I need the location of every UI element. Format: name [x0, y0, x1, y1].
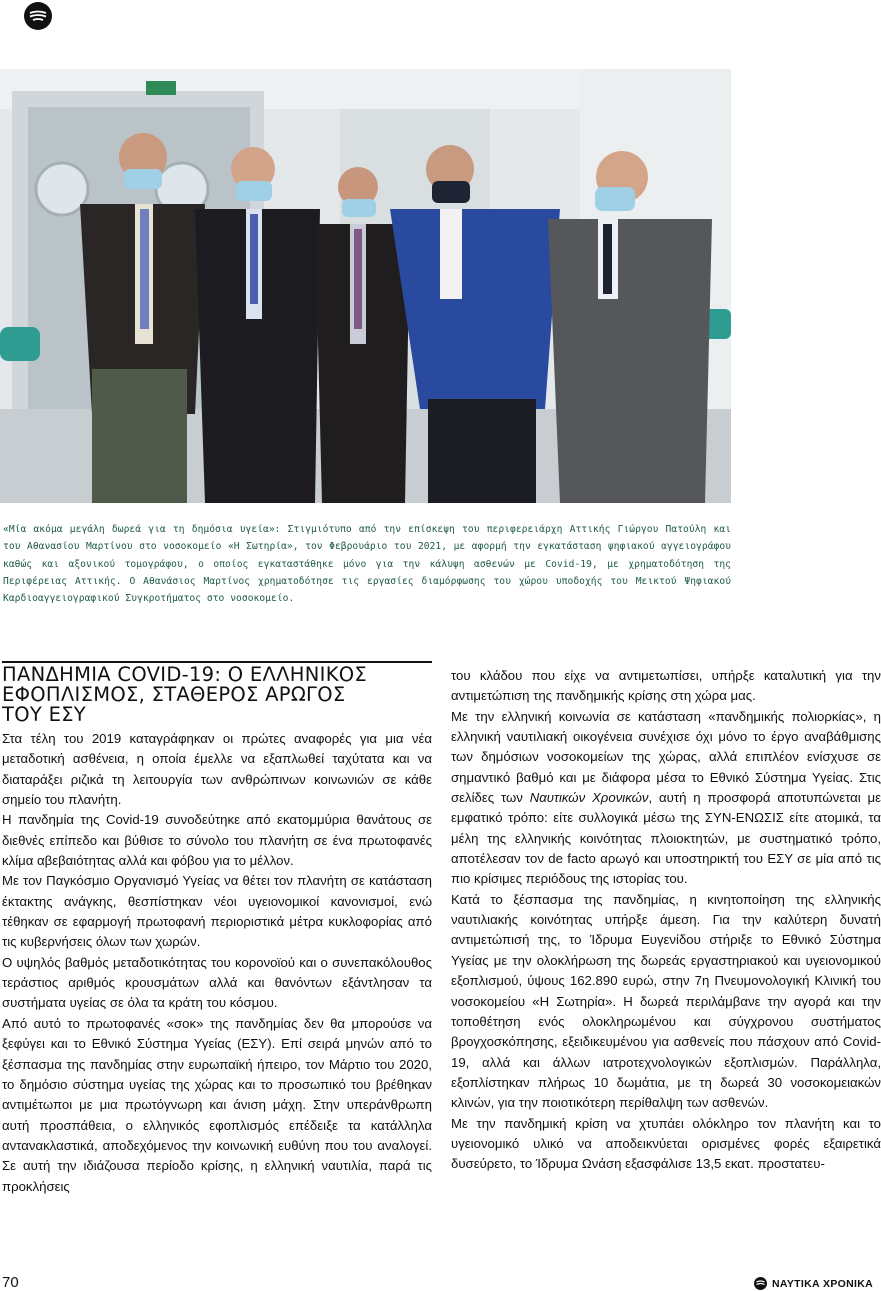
paragraph: Με την πανδημική κρίση να χτυπάει ολόκληρο τον πλανήτη και το υγειονομικό υλικό να αποδεικνύεται ορισμένες φορές εξαιρετικά δυσεύρετο, το Ίδρυμα Ωνάση εξασφάλισε 13,5 εκατ. προστατευ- — [451, 1115, 881, 1172]
article-column-left — [2, 729, 432, 1197]
article-column-right — [451, 666, 881, 1175]
paragraph: Από αυτό το πρωτοφανές «σοκ» της πανδημίας δεν θα μπορούσε να ξεφύγει και το Εθνικό Σύστημα Υγείας (ΕΣΥ). Επί σειρά μηνών από το ξέσπασμα της πανδημίας στην ευρωπαϊκή ήπειρο, τον Μάρτιο του 2020, το δημόσιο σύστημα υγείας της χώρας και το προσωπικό του βρέθηκαν αντιμέτωποι με μια πρωτόγνωρη και άνιση μάχη. Στην υπεράνθρωπη αυτή προσπάθεια, ο ελληνικός εφοπλισμός επέδειξε τα κατάλληλα αντανακλαστικά, αποδεχόμενος την κοινωνική ευθύνη που του αναλογεί. Σε αυτή την ιδιάζουσα περίοδο κρίσης, η ελληνική ναυτιλία, παρά τις προκλήσεις — [2, 1015, 432, 1194]
paragraph: Ο υψηλός βαθμός μεταδοτικότητας του κορονοϊού και ο συνεπακόλουθος τεράστιος αριθμός κρουσμάτων αλλά και θανόντων εξάντλησαν τα συστήματα υγείας σε όλα τα κράτη του κόσμου. — [2, 954, 432, 1011]
paragraph: Η πανδημία της Covid-19 συνοδεύτηκε από εκατομμύρια θανάτους σε διεθνές επίπεδο και βύθισε το σύνολο του πλανήτη σε ένα πρωτοφανές κλίμα αβεβαιότητας αλλά και φόβου για το μέλλον. — [2, 812, 432, 869]
magazine-logo-icon — [24, 2, 52, 30]
logo-waves-icon — [29, 10, 47, 22]
headline-line-2: ΕΦΟΠΛΙΣΜΟΣ, ΣΤΑΘΕΡΟΣ ΑΡΩΓΟΣ — [2, 683, 346, 706]
publication-title: Ναυτικών Χρονικών — [529, 790, 649, 806]
paragraph-text: , αυτή η προσφορά αποτυπώνεται με εμφατικό τρόπο: είτε συλλογικά μέσω της ΣΥΝ-ΕΝΩΣΙΣ είτε ατομικά, τα μέλη της ελληνικής κοινότητας πλοιοκτητών, με συστηματικό τρόπο, αποτέλεσαν τον de facto αρωγό και υποστηρικτή του ΕΣΥ σε μία από τις πιο κρίσιμες περιόδους της ιστορίας του. — [451, 790, 881, 887]
headline-line-3: ΤΟΥ ΕΣΥ — [2, 703, 87, 726]
brand-name: ΝΑΥΤΙΚΑ ΧΡΟΝΙΚΑ — [772, 1277, 873, 1290]
photo-caption: «Μία ακόμα μεγάλη δωρεά για τη δημόσια υγεία»: Στιγμιότυπο από την επίσκεψη του περιφερειάρχη Αττικής Γιώργου Πατούλη και του Αθανασίου Μαρτίνου στο νοσοκομείο «Η Σωτηρία», τον Φεβρουάριο του 2021, με αφορμή την εγκατάσταση ψηφιακού αγγειογράφου καθώς και αξονικού τομογράφου, ο οποίος εγκαταστάθηκε μόνο για την κάλυψη ασθενών με Covid-19, με χρηματοδότηση της Περιφέρειας Αττικής. Ο Αθανάσιος Μαρτίνος χρηματοδότησε τις εργασίες διαμόρφωσης του χώρου υποδοχής του Μεικτού Ψηφιακού Καρδιοαγγειογραφικού Συγκροτήματος στο νοσοκομείο. — [3, 524, 731, 605]
brand-waves-icon — [756, 1280, 765, 1287]
paragraph: Με τον Παγκόσμιο Οργανισμό Υγείας να θέτει τον πλανήτη σε κατάσταση έκτακτης ανάγκης, θεσπίστηκαν νέοι υγειονομικοί κανονισμοί, ενώ τέθηκαν σε εφαρμογή πρωτοφανή περιοριστικά μέτρα κυκλοφορίας από τις κυβερνήσεις όλων των χωρών. — [2, 873, 432, 950]
headline-line-1: ΠΑΝΔΗΜΙΑ COVID-19: Ο ΕΛΛΗΝΙΚΟΣ — [2, 663, 368, 686]
paragraph-text: Με την ελληνική κοινωνία σε κατάσταση «πανδημικής πολιορκίας», η ελληνική ναυτιλιακή οικογένεια συνέχισε όχι μόνο το έργο αναβάθμισης των δημόσιων νοσοκομείων της χώρας, αλλά επιπλέον ενίσχυσε σε σημαντικό βαθμό και με διάφορα μέσα το Εθνικό Σύστημα Υγείας. Στις σελίδες των — [451, 708, 881, 806]
paragraph — [451, 707, 881, 890]
brand-logo-icon — [754, 1277, 767, 1290]
footer-brand — [754, 1277, 873, 1290]
paragraph: του κλάδου που είχε να αντιμετωπίσει, υπήρξε καταλυτική για την αντιμετώπιση της πανδημικής κρίσης στη χώρα μας. — [451, 668, 881, 704]
paragraph: Κατά το ξέσπασμα της πανδημίας, η κινητοποίηση της ελληνικής ναυτιλιακής κοινότητας υπήρξε άμεση. Για την καλύτερη δυνατή αντιμετώπισή της, το Ίδρυμα Ευγενίδου στήριξε το Εθνικό Σύστημα Υγείας με την ολοκλήρωση της δωρεάς εργαστηριακού και υγειονομικού εξοπλισμού, ύψους 162.890 ευρώ, στην 7η Πνευμονολογική Κλινική του νοσοκομείου «Η Σωτηρία». Η δωρεά περιλάμβανε την αγορά και την τοποθέτηση ενός ολοκληρωμένου και σύγχρονου συστήματος βρογχοσκόπησης, εξειδικευμένου για ασθενείς που πάσχουν από Covid-19, αλλά και άλλων ιατροτεχνολογικών εξοπλισμών. Παράλληλα, εξοπλίστηκαν πλήρως 10 δωμάτια, με τη δωρεά 30 νοσοκομειακών κλινών, για την ποιοτικότερη περίθαλψη των ασθενών. — [451, 891, 881, 1111]
article-headline — [2, 665, 442, 725]
paragraph: Στα τέλη του 2019 καταγράφηκαν οι πρώτες αναφορές για μια νέα μεταδοτική ασθένεια, η οποία έμελλε να εξαπλωθεί ταχύτατα και να διαταράξει ριζικά τη λειτουργία των ανθρώπινων κοινωνιών σε κάθε σημείο του πλανήτη. — [2, 731, 432, 808]
hospital-visit-photo — [0, 69, 731, 503]
photo-illustration — [0, 69, 731, 503]
page-number: 70 — [2, 1274, 19, 1291]
